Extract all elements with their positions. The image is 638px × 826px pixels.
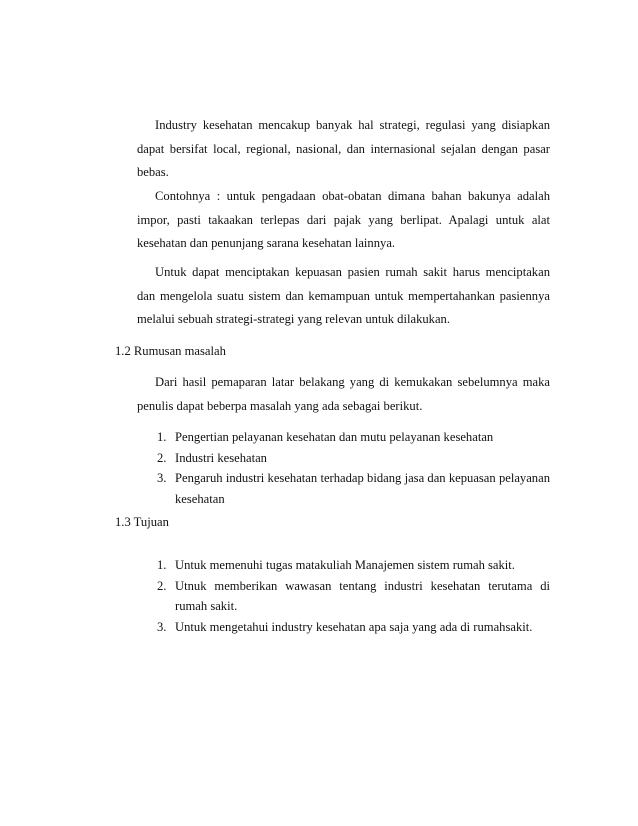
list-item-text: Untuk mengetahui industry kesehatan apa saja yang ada di rumahsakit.	[175, 619, 533, 634]
list-rumusan-masalah	[157, 427, 550, 509]
list-item	[157, 555, 550, 576]
list-item-number: 1.	[157, 558, 167, 572]
list-item	[157, 468, 550, 509]
list-item-number: 2.	[157, 450, 167, 465]
paragraph-untuk-text: Untuk dapat menciptakan kepuasan pasien rumah sakit harus menciptakan dan mengelola suatu sistem dan kemampuan untuk mempertahankan pasiennya melalui sebuah strategi-strategi yang relevan untuk dilakukan.	[137, 265, 550, 327]
list-item-text: Industri kesehatan	[175, 450, 267, 465]
paragraph-rumusan-intro-text: Dari hasil pemaparan latar belakang yang di kemukakan sebelumnya maka penulis dapat beberpa masalah yang ada sebagai berikut.	[137, 375, 550, 413]
list-item-text: Pengertian pelayanan kesehatan dan mutu pelayanan kesehatan	[175, 430, 494, 444]
list-tujuan	[157, 555, 550, 637]
list-item-number: 1.	[157, 430, 167, 444]
list-item-number: 3.	[157, 471, 167, 485]
list-item-text: Untuk memenuhi tugas matakuliah Manajemen sistem rumah sakit.	[175, 558, 515, 572]
paragraph-industry-text: Industry kesehatan mencakup banyak hal strategi, regulasi yang disiapkan dapat bersifat local, regional, nasional, dan internasional sejalan dengan pasar bebas.	[137, 118, 550, 180]
list-item-number: 2.	[157, 578, 167, 593]
list-item	[157, 427, 550, 448]
list-item	[157, 576, 550, 617]
list-item	[157, 448, 550, 469]
heading-tujuan: 1.3 Tujuan	[115, 515, 169, 529]
paragraph-industry	[137, 114, 550, 185]
list-item-text: Pengaruh industri kesehatan terhadap bidang jasa dan kepuasan pelayanan kesehatan	[175, 471, 550, 506]
list-item-text: Utnuk memberikan wawasan tentang industri kesehatan terutama di rumah sakit.	[175, 578, 550, 613]
paragraph-rumusan-intro	[137, 371, 550, 418]
list-item	[157, 617, 550, 638]
paragraph-contohnya-text: Contohnya : untuk pengadaan obat-obatan dimana bahan bakunya adalah impor, pasti takaakan terlepas dari pajak yang berlipat. Apalagi untuk alat kesehatan dan penunjang sarana kesehatan lainnya.	[137, 189, 550, 251]
heading-rumusan-masalah: 1.2 Rumusan masalah	[115, 344, 226, 358]
paragraph-contohnya	[137, 185, 550, 256]
list-item-number: 3.	[157, 619, 167, 634]
paragraph-untuk	[137, 261, 550, 332]
